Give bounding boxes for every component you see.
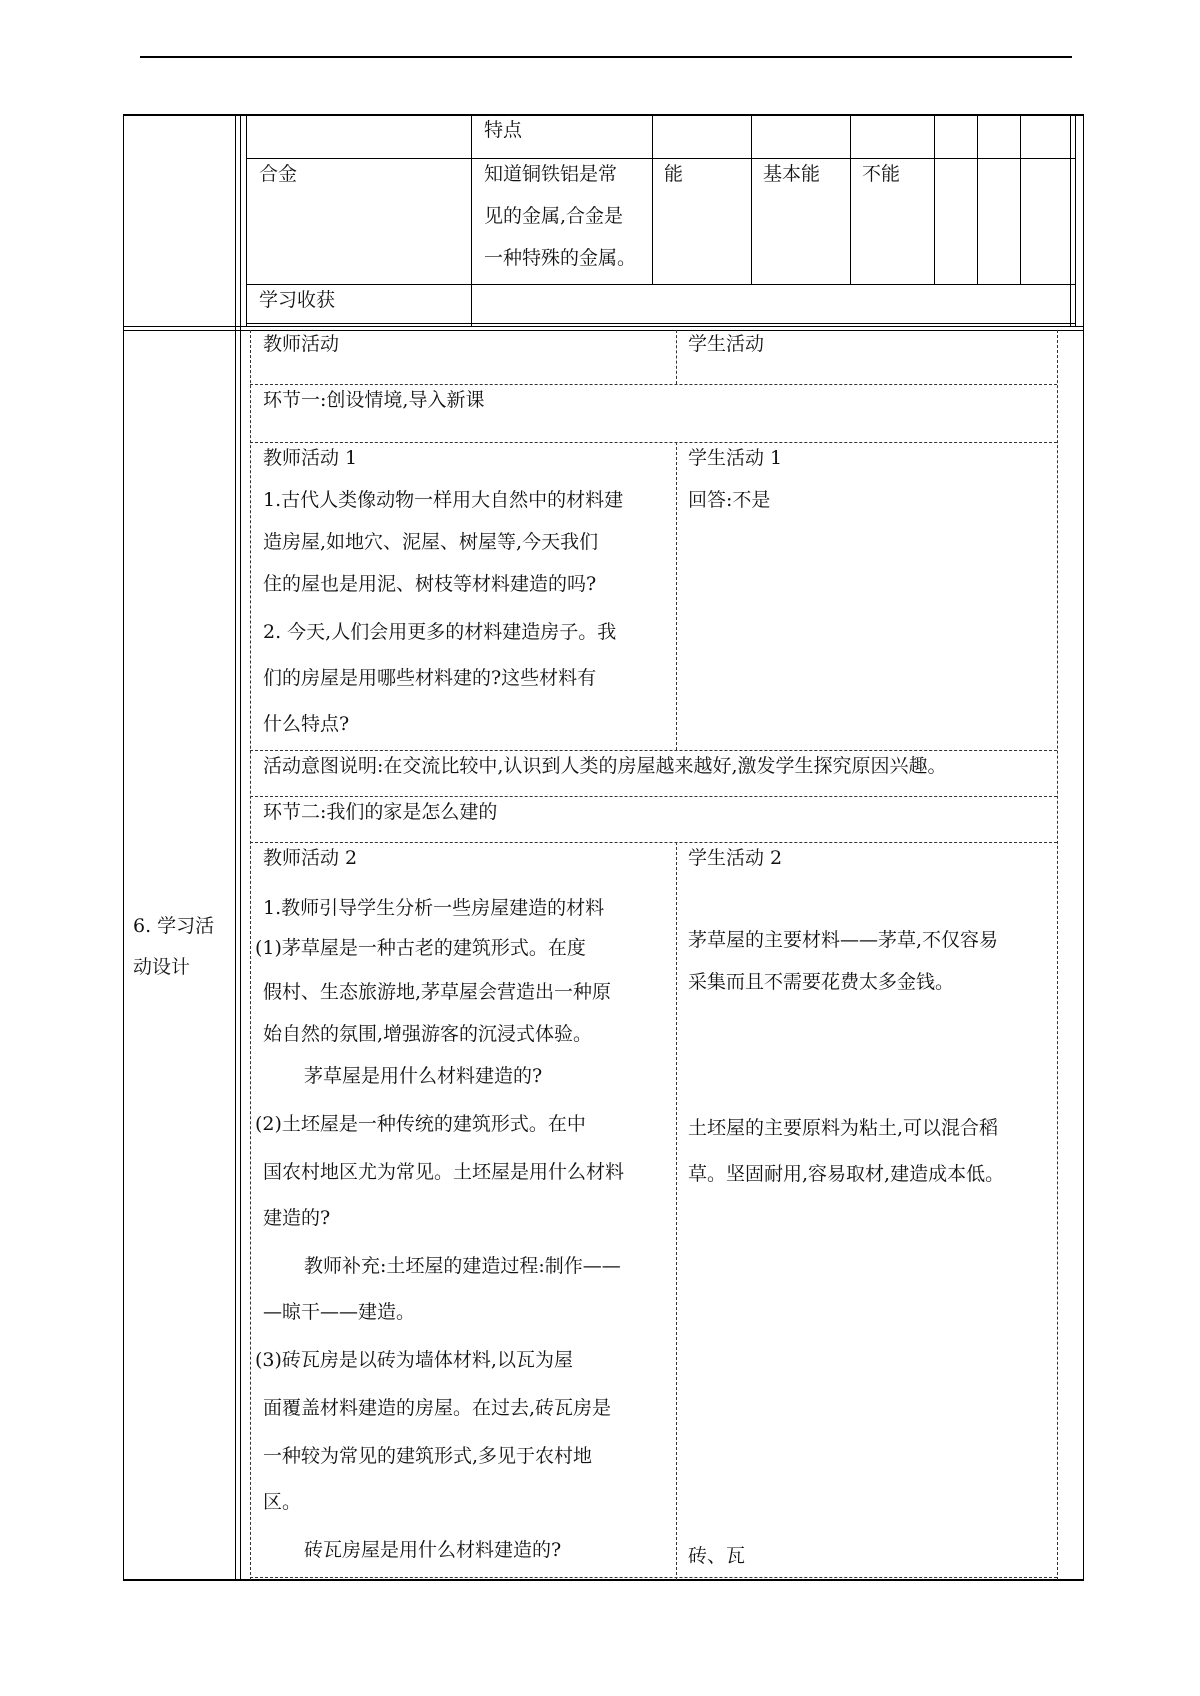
stage2-teacher-line: (1)茅草屋是一种古老的建筑形式。在度 xyxy=(255,937,586,959)
stage1-teacher-line: 什么特点? xyxy=(263,713,350,735)
alloy-criteria-line: 一种特殊的金属。 xyxy=(484,247,637,269)
stage2-student-line: 茅草屋的主要材料——茅草,不仅容易 xyxy=(688,929,999,951)
stage2-student-title: 学生活动 2 xyxy=(688,847,783,869)
stage2-teacher-line: 区。 xyxy=(263,1491,302,1513)
stage2-teacher-line: 砖瓦房屋是用什么材料建造的? xyxy=(304,1539,562,1561)
teacher-activity-header: 教师活动 xyxy=(263,333,340,355)
stage1-teacher-line: 住的屋也是用泥、树枝等材料建造的吗? xyxy=(263,573,597,595)
stage1-teacher-title: 教师活动 1 xyxy=(263,447,358,469)
page-header-rule xyxy=(140,56,1072,58)
stage2-teacher-line: 建造的? xyxy=(263,1207,331,1229)
features-criteria-cell: 特点 xyxy=(484,119,523,141)
level-can-cell: 能 xyxy=(664,163,684,185)
level-basic-cell: 基本能 xyxy=(763,163,821,185)
stage1-title: 环节一:创设情境,导入新课 xyxy=(263,389,485,411)
stage2-title: 环节二:我们的家是怎么建的 xyxy=(263,801,498,823)
stage1-teacher-line: 2. 今天,人们会用更多的材料建造房子。我 xyxy=(263,621,617,643)
student-activity-header: 学生活动 xyxy=(688,333,765,355)
stage2-teacher-line: (2)土坯屋是一种传统的建筑形式。在中 xyxy=(255,1113,586,1135)
stage1-teacher-line: 们的房屋是用哪些材料建的?这些材料有 xyxy=(263,667,597,689)
stage2-teacher-line: 茅草屋是用什么材料建造的? xyxy=(304,1065,543,1087)
stage2-teacher-line: 一种较为常见的建筑形式,多见于农村地 xyxy=(263,1445,593,1467)
stage2-teacher-line: 教师补充:土坯屋的建造过程:制作—— xyxy=(304,1255,621,1277)
stage2-teacher-line: (3)砖瓦房是以砖为墙体材料,以瓦为屋 xyxy=(255,1349,573,1371)
level-cannot-cell: 不能 xyxy=(862,163,901,185)
stage2-student-line: 采集而且不需要花费太多金钱。 xyxy=(688,971,955,993)
stage2-teacher-title: 教师活动 2 xyxy=(263,847,358,869)
stage2-teacher-line: 国农村地区尤为常见。土坯屋是用什么材料 xyxy=(263,1161,625,1183)
stage1-student-title: 学生活动 1 xyxy=(688,447,783,469)
stage1-teacher-line: 造房屋,如地穴、泥屋、树屋等,今天我们 xyxy=(263,531,599,553)
stage2-student-line: 草。坚固耐用,容易取材,建造成本低。 xyxy=(688,1163,1005,1185)
stage1-student-answer: 回答:不是 xyxy=(688,489,771,511)
stage2-student-line: 砖、瓦 xyxy=(688,1545,746,1567)
section-label-line: 动设计 xyxy=(133,956,191,978)
stage2-teacher-line: 面覆盖材料建造的房屋。在过去,砖瓦房是 xyxy=(263,1397,612,1419)
stage1-teacher-line: 1.古代人类像动物一样用大自然中的材料建 xyxy=(263,489,624,511)
alloy-criteria-line: 知道铜铁铝是常 xyxy=(484,163,618,185)
stage2-teacher-line: 假村、生态旅游地,茅草屋会营造出一种原 xyxy=(263,981,612,1003)
stage2-student-line: 土坯屋的主要原料为粘土,可以混合稻 xyxy=(688,1117,999,1139)
section-label-line: 6. 学习活 xyxy=(133,915,215,937)
stage2-teacher-line: 始自然的氛围,增强游客的沉浸式体验。 xyxy=(263,1023,593,1045)
learning-gains-label: 学习收获 xyxy=(259,289,336,311)
alloy-criteria-line: 见的金属,合金是 xyxy=(484,205,624,227)
stage2-teacher-line: —晾干——建造。 xyxy=(263,1301,416,1323)
stage2-teacher-line: 1.教师引导学生分析一些房屋建造的材料 xyxy=(263,897,605,919)
alloy-topic-cell: 合金 xyxy=(259,163,298,185)
stage1-intent: 活动意图说明:在交流比较中,认识到人类的房屋越来越好,激发学生探究原因兴趣。 xyxy=(263,755,947,777)
